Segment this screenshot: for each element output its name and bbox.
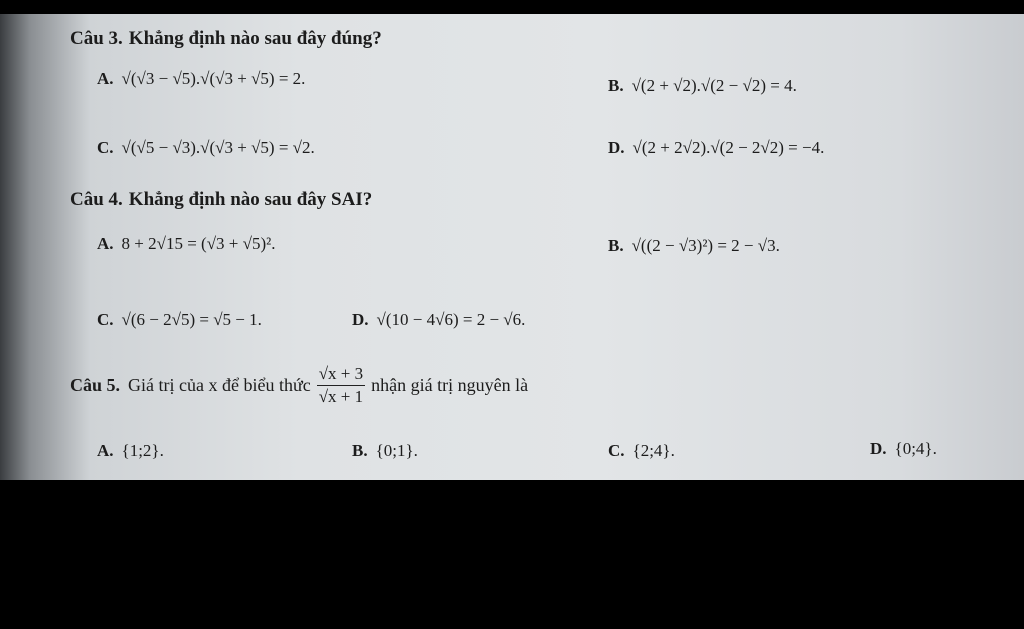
option-label: D.	[352, 310, 369, 329]
option-expression: {0;4}.	[894, 439, 937, 458]
option-expression: √(2 + 2√2).√(2 − 2√2) = −4.	[632, 138, 825, 157]
fraction-numerator: √x + 3	[317, 364, 365, 386]
option-expression: {0;1}.	[375, 441, 418, 460]
option-label: D.	[608, 138, 625, 157]
option-label: A.	[97, 69, 114, 88]
question-4-option-a	[97, 234, 275, 254]
question-3-option-d	[608, 138, 824, 158]
option-label: C.	[608, 441, 625, 460]
option-label: D.	[870, 439, 887, 458]
question-4-option-b	[608, 236, 780, 256]
question-4-option-d	[352, 310, 525, 330]
fraction-denominator: √x + 1	[318, 387, 364, 406]
worksheet-paper	[0, 14, 1024, 480]
question-3-title	[70, 28, 382, 50]
option-label: A.	[97, 441, 114, 460]
option-expression: {1;2}.	[121, 441, 164, 460]
option-label: C.	[97, 310, 114, 329]
question-4-option-c	[97, 310, 262, 330]
question-4-title	[70, 189, 372, 211]
option-expression: √(6 − 2√5) = √5 − 1.	[121, 310, 262, 329]
option-expression: √(10 − 4√6) = 2 − √6.	[376, 310, 526, 329]
option-label: C.	[97, 138, 114, 157]
question-5-text-before: Giá trị của x để biểu thức	[128, 375, 311, 395]
question-3-number: Câu 3.	[70, 28, 123, 49]
option-expression: 8 + 2√15 = (√3 + √5)².	[121, 234, 276, 253]
question-5-option-c	[608, 441, 675, 461]
option-expression: √(√3 − √5).√(√3 + √5) = 2.	[121, 69, 306, 88]
question-4-text: Khẳng định nào sau đây SAI?	[128, 189, 373, 210]
question-5-option-a	[97, 441, 164, 461]
option-expression: √(2 + √2).√(2 − √2) = 4.	[631, 76, 797, 95]
question-3-option-c	[97, 138, 315, 158]
option-expression: {2;4}.	[632, 441, 675, 460]
question-5-option-b	[352, 441, 418, 461]
option-expression: √((2 − √3)²) = 2 − √3.	[631, 236, 780, 255]
question-5-number: Câu 5.	[70, 375, 121, 395]
option-label: A.	[97, 234, 114, 253]
option-expression: √(√5 − √3).√(√3 + √5) = √2.	[121, 138, 315, 157]
option-label: B.	[608, 236, 624, 255]
question-4-number: Câu 4.	[70, 189, 123, 210]
question-5-text-after: nhận giá trị nguyên là	[371, 375, 529, 395]
question-3-text: Khẳng định nào sau đây đúng?	[128, 28, 382, 49]
question-5-fraction	[317, 364, 365, 407]
question-3-option-a	[97, 69, 305, 89]
option-label: B.	[352, 441, 368, 460]
question-5-option-d	[870, 439, 937, 459]
option-label: B.	[608, 76, 624, 95]
question-3-option-b	[608, 76, 797, 96]
question-5-title	[70, 364, 528, 407]
